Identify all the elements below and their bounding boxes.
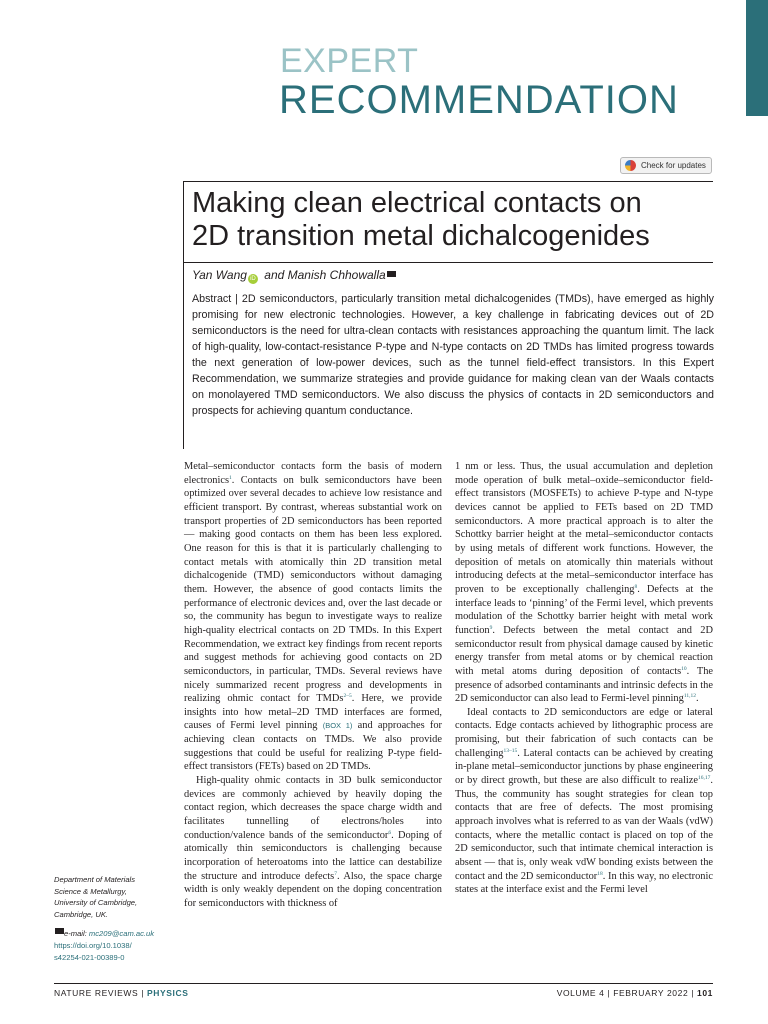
title-rule-bottom — [183, 262, 713, 263]
article-title-line-1: Making clean electrical contacts on — [192, 187, 642, 219]
journal-section: PHYSICS — [147, 988, 189, 998]
abstract: Abstract | 2D semiconductors, particularly transition metal dichalcogenides (TMDs), have emerged as highly promising for new electronic technologies. However, a key challenge in fabricating devices out of 2D semiconductors is the need for ultra-clean contacts with resistances approaching the quantum limit. The lack of high-quality, low-contact-resistance P-type and N-type contacts on 2D TMDs has limited progress towards the next generation of low-power devices, such as the tunnel field-effect transistors. In this Expert Recommendation, we summarize strategies and provide guidance for making clean van der Waals contacts on monolayered TMD semiconductors. We also discuss the physics of contacts in 2D semiconductors and prospects for achieving quantum conductance. — [192, 293, 714, 417]
citation-link[interactable]: 8 — [634, 583, 638, 590]
article-title — [192, 187, 712, 253]
issue-info: VOLUME 4 | FEBRUARY 2022 | 101 — [556, 988, 713, 998]
body-column-right — [455, 460, 713, 897]
crossmark-icon — [625, 160, 636, 171]
citation-link[interactable]: 18 — [597, 870, 603, 877]
author-name-1[interactable]: Yan Wang — [192, 268, 247, 282]
body-paragraph: 1 nm or less. Thus, the usual accumulation and depletion mode operation of bulk metal–oxide–semiconductor field-effect transistors (MOSFETs) to achieve P-type and N-type devices cannot be applied to FETs based on 2D TMD semiconductors. A more practical approach is to alter the Schottky barrier height at the metal–semiconductor contacts by using metals of different work functions. However, the deposition of metals on atomically thin materials without introducing defects at the metal–semiconductor interface has proven to be exceptionally challenging$^8$. Defects at the interface leads to ‘pinning’ of the Fermi level, which prevents modulation of the Schottky barrier height with metal work function$^9$. Defects between the metal contact and 2D semiconductor result from physical damage caused by kinetic energy transfer from metal atoms or by chemical reaction with metal atoms during deposition of contacts$^{10}$. The presence of adsorbed contaminants and intrinsic defects in the 2D semiconductor can also lead to Fermi-level pinning$^{11,12}$. — [455, 461, 713, 705]
citation-link[interactable]: 10 — [681, 665, 687, 672]
author-join[interactable]: and Manish Chhowalla — [264, 268, 386, 282]
check-for-updates-label: Check for updates — [641, 161, 706, 170]
title-rule-vertical — [183, 181, 184, 449]
journal-name: NATURE REVIEWS | PHYSICS — [54, 988, 189, 998]
author-affiliation: Department of Materials Science & Metallurgy, University of Cambridge, Cambridge, UK. — [54, 875, 138, 919]
email-link[interactable]: mc209@cam.ac.uk — [88, 929, 155, 938]
email-label: e-mail: — [64, 929, 87, 938]
citation-link[interactable]: 16,17 — [698, 775, 711, 782]
citation-link[interactable]: 7 — [334, 870, 337, 877]
citation-link[interactable]: 1 — [229, 474, 232, 481]
box-1-link[interactable]: (BOX 1) — [322, 721, 353, 731]
article-title-line-2: 2D transition metal dichalcogenides — [192, 220, 650, 252]
check-for-updates-button[interactable] — [620, 157, 712, 174]
article-type-kicker-bottom: RECOMMENDATION — [279, 78, 679, 122]
contact-email — [54, 928, 154, 938]
email-icon — [55, 928, 64, 934]
author-line — [192, 268, 396, 284]
title-rule-top — [183, 181, 713, 182]
citation-link[interactable]: 9 — [489, 624, 493, 631]
body-paragraph: Metal–semiconductor contacts form the basis of modern electronics$^1$. Contacts on bulk semiconductors have been optimized over several decades to achieve low resistance and efficient transport. By contrast, whereas substantial work on transport properties of 2D semiconductors has been reported — making good contacts on them has been less explored. One reason for this is that it is particularly challenging to contact metals with atomically thin 2D transition metal dichalcogenide (TMD) semiconductors without damaging them. However, the absence of good contacts limits the performance of electronic devices and, over the last decade or so, the community has begun to investigate ways to realize high-quality electrical contacts on 2D TMDs. In this Expert Recommendation, we extract key findings from recent reports and suggest methods for achieving good contacts on 2D semiconductors, in particular, TMDs. Several reviews have nicely summarized recent progress and developments in realizing ohmic contact for TMDs$^{2-5}$. Here, we provide insights into how metal–2D TMD interfaces are formed, causes of Fermi level pinning (BOX 1) and approaches for achieving clean contacts on TMDs. We also provide suggestions that could be useful for realizing P-type field-effect transistors (FETs) based on 2D TMDs. — [184, 461, 442, 773]
body-paragraph: High-quality ohmic contacts in 3D bulk semiconductor devices are commonly achieved by heavily doping the contact region, which decreases the space charge width and facilitates tunnelling of electrons/holes into conduction/valence bands of the semiconductor$^6$. Doping of atomically thin semiconductors is challenging because incorporation of heteroatoms into the lattice can destabilize the structure and introduce defects$^7$. Also, the space charge width is only weakly dependent on the doping concentration for semiconductors with thickness of — [184, 775, 443, 909]
body-column-left — [184, 460, 442, 911]
citation-link[interactable]: 2–5 — [343, 693, 352, 700]
email-icon[interactable] — [387, 271, 396, 277]
citation-link[interactable]: 13–15 — [503, 747, 518, 754]
body-paragraph: Ideal contacts to 2D semiconductors are edge or lateral contacts. Edge contacts achieved by lithographic process are promising, but their fabrication of such contacts can be challenging$^{13-15}$. Lateral contacts can be achieved by creating in-plane metal–semiconductor junctions by phase engineering or by direct growth, but these are also difficult to realize$^{16,17}$. Thus, the community has sought strategies for clean top contacts that are free of defects. The most promising approach involves what is referred to as van der Waals (vdW) contacts, where the metallic contact is placed on top of the 2D semiconductor, such that intimate chemical interaction is absent — that is, only weak vdW bonding exists between the contact and the 2D semiconductor$^{18}$. In this way, no electronic states at the interface exist and the Fermi level — [455, 706, 713, 896]
footer-rule — [54, 983, 713, 984]
section-color-bar — [746, 0, 768, 116]
article-type-kicker-top: EXPERT — [280, 42, 419, 80]
orcid-icon[interactable]: iD — [248, 274, 258, 284]
page-number: 101 — [697, 988, 713, 998]
citation-link[interactable]: 6 — [388, 829, 392, 836]
doi-link[interactable]: https://doi.org/10.1038/ s42254-021-00389-0 — [54, 941, 132, 962]
citation-link[interactable]: 11,12 — [683, 693, 696, 700]
